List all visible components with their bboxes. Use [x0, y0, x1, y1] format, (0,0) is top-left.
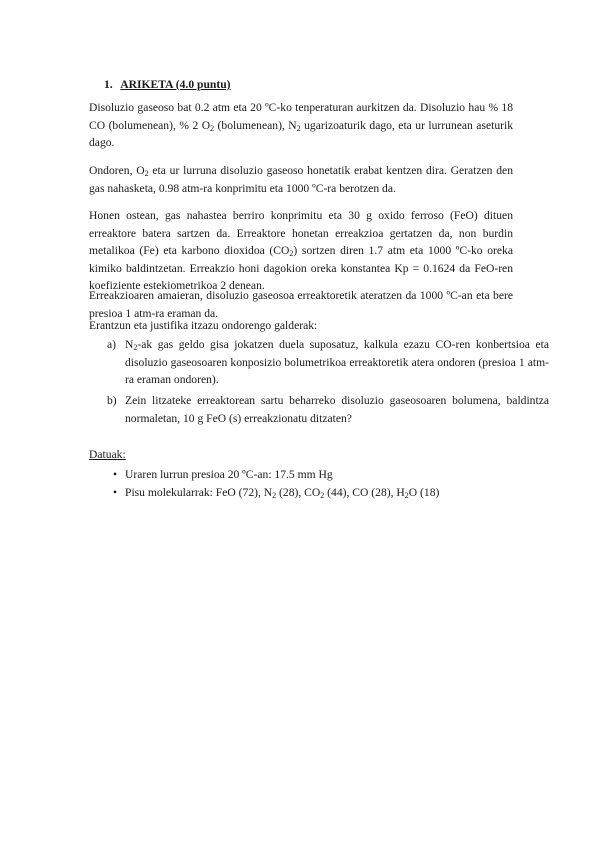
list-item-text: (28), CO [276, 485, 321, 499]
exercise-title: ARIKETA (4.0 puntu) [120, 78, 231, 91]
list-item [89, 466, 513, 484]
list-item [89, 484, 513, 502]
list-item-text: (44), CO (28), H [324, 485, 405, 499]
subscript: 2 [144, 169, 149, 178]
subscript: 2 [320, 490, 325, 500]
paragraph-text: ) sortzen diren 1.7 atm eta 1000 ºC-ko oreka kimiko baldintzetan. Erreakzio honi dagokion oreka konstantea Kp = 0.1624 da FeO-ren koefiziente estekiometrikoa 2 denean. [89, 244, 513, 293]
question-b [89, 392, 549, 427]
paragraph-4: Erreakzioaren amaieran, disoluzio gaseosoa erreaktoretik ateratzen da 1000 ºC-an eta bere presioa 1 atm-ra eraman da. [89, 289, 513, 320]
paragraph-text: ugarizoaturik dago, eta ur lurrunean aseturik dago. [89, 118, 513, 150]
paragraph-2 [89, 162, 513, 197]
subscript: 2 [133, 343, 138, 352]
paragraph-1 [89, 99, 513, 152]
paragraph-text: Disoluzio gaseoso bat 0.2 atm eta 20 ºC-ko tenperaturan aurkitzen da. Disoluzio hau % 18 CO (bolumenean), % 2 O [89, 101, 513, 132]
exercise-heading [104, 76, 231, 94]
paragraph-text: Ondoren, O [89, 164, 145, 177]
data-list [89, 466, 513, 501]
question-a [89, 336, 549, 389]
paragraph-text: Honen ostean, gas nahastea berriro konprimitu eta 30 g oxido ferroso (FeO) dituen erreaktore batera sartzen da. Erreaktore honetan erreakzioa gertatzen da, non burdin metalikoa (Fe) eta karbono dioxidoa (CO [89, 209, 513, 258]
question-text: -ak gas geldo gisa jokatzen duela suposatuz, kalkula ezazu CO-ren konbertsioa eta disoluzio gaseosoaren konposizio bolumetrikoa erreaktoretik atera ondoren (presioa 1 atm-ra eraman ondoren). [125, 338, 549, 387]
subscript: 2 [404, 490, 409, 500]
bullet-icon: • [113, 485, 118, 499]
list-item-text: Pisu molekularrak: FeO (72), N [125, 485, 273, 499]
question-text: Zein litzateke erreaktorean sartu beharreko disoluzio gaseosoaren bolumena, baldintza normaletan, 10 g FeO (s) erreakzionatu ditzaten? [125, 394, 549, 425]
list-item-text: O (18) [408, 485, 440, 499]
paragraph-text: (bolumenean), N [214, 118, 297, 132]
question-text: N [125, 338, 134, 351]
subscript: 2 [289, 249, 294, 259]
bullet-icon: • [113, 468, 118, 481]
subscript: 2 [210, 123, 215, 133]
paragraph-3 [89, 207, 513, 295]
data-section-title: Datuak: [89, 448, 126, 461]
question-marker: b) [107, 394, 117, 407]
paragraph-text: eta ur lurruna disoluzio gaseoso honetatik erabat kentzen dira. Geratzen den gas nahasketa, 0.98 atm-ra konprimitu eta 1000 ºC-ra berotzen da. [89, 164, 513, 195]
list-item-text: Uraren lurrun presioa 20 ºC-an: 17.5 mm Hg [125, 468, 333, 481]
question-marker: a) [107, 338, 117, 351]
paragraph-5: Erantzun eta justifika itzazu ondorengo galderak: [89, 319, 318, 332]
subscript: 2 [272, 490, 277, 500]
subscript: 2 [296, 123, 301, 133]
exercise-number: 1. [104, 78, 113, 91]
